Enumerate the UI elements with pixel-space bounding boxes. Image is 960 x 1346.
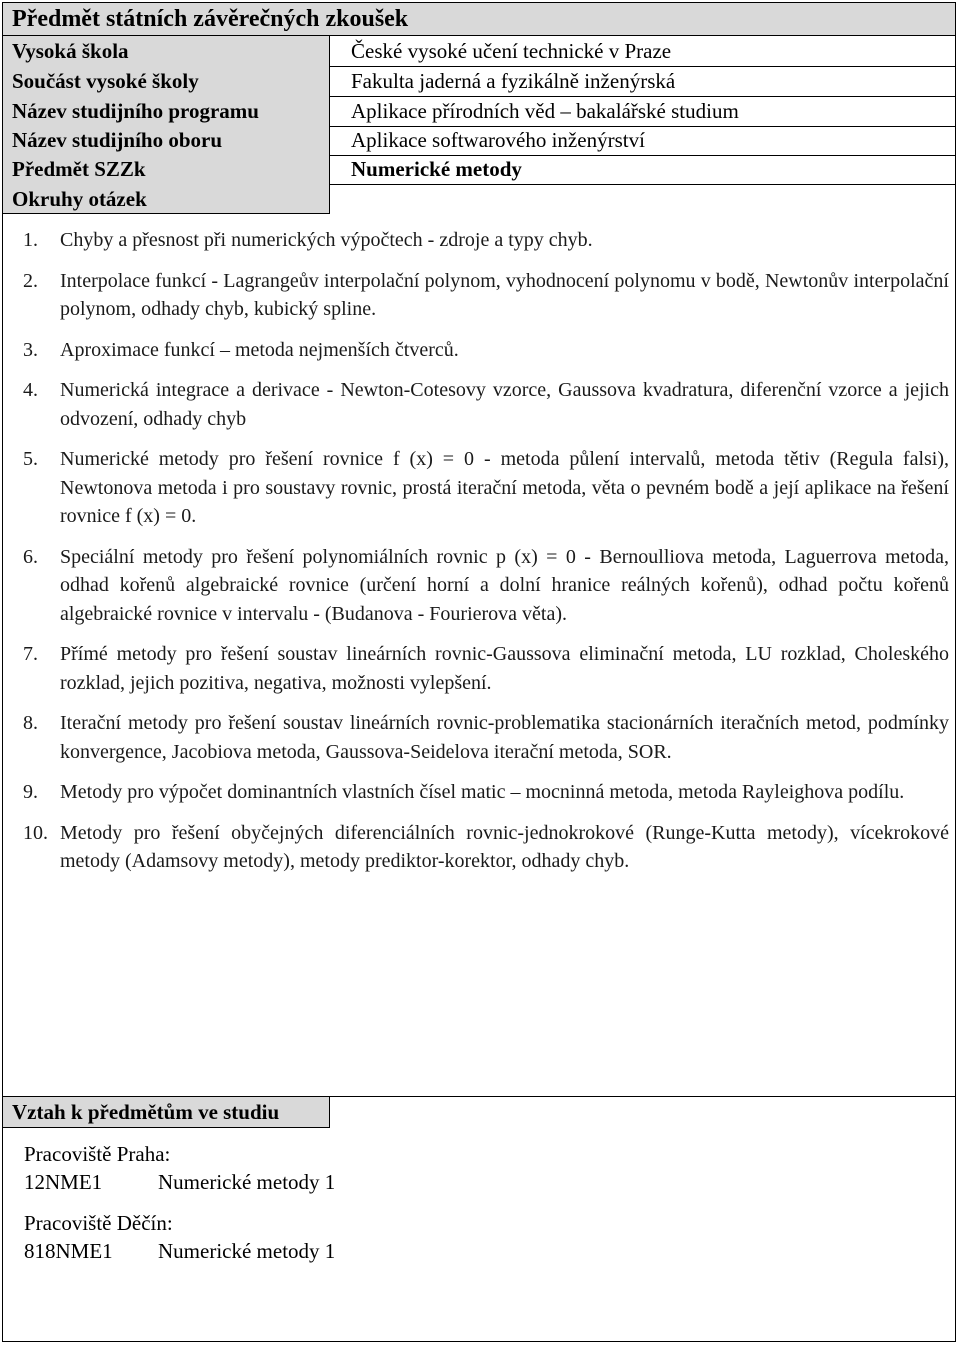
topic-text: Speciální metody pro řešení polynomiálních rovnic p (x) = 0 - Bernoulliova metoda, Laguerrova metoda, odhad kořenů algebraické rovnice (určení horní a dolní hranice reálných kořenů), odhad počtu kořenů algebraické rovnice v intervalu - (Budanova - Fourierova věta). [60, 545, 949, 625]
topics-heading: Okruhy otázek [3, 184, 330, 214]
list-item [23, 819, 949, 876]
info-value: České vysoké učení technické v Praze [351, 39, 672, 63]
topic-text: Aproximace funkcí – metoda nejmenších čtverců. [60, 338, 459, 361]
list-item [23, 445, 949, 531]
topic-number: 1. [23, 229, 38, 251]
topic-number: 9. [23, 781, 38, 803]
info-label: Vysoká škola [3, 36, 330, 66]
relation-heading: Vztah k předmětům ve studiu [3, 1096, 330, 1128]
info-value: Aplikace softwarového inženýrství [351, 128, 645, 152]
topic-text: Numerické metody pro řešení rovnice f (x) = 0 - metoda půlení intervalů, metoda tětiv (Regula falsi), Newtonova metoda i pro soustavy rovnic, prostá iterační metoda, věta o pevném bodě a její aplikace na řešení rovnice f (x) = 0. [60, 448, 949, 527]
topic-text: Metody pro řešení obyčejných diferenciálních rovnic-jednokrokové (Runge-Kutta metody), vícekrokové metody (Adamsovy metody), metody prediktor-korektor, odhady chyb. [60, 821, 949, 872]
topic-number: 8. [23, 712, 38, 734]
info-value: Aplikace přírodních věd – bakalářské studium [351, 99, 739, 123]
topic-text: Numerická integrace a derivace - Newton-Cotesovy vzorce, Gaussova kvadratura, diferenční vzorce a jejich odvození, odhady chyb [60, 379, 949, 430]
topic-text: Iterační metody pro řešení soustav lineárních rovnic-problematika stacionárních iteračních metod, podmínky konvergence, Jacobiova metoda, Gaussova-Seidelova iterační metoda, SOR. [60, 712, 949, 763]
info-row-program [3, 96, 955, 127]
topics-list [23, 226, 949, 888]
topic-number: 4. [23, 379, 38, 401]
course-row [24, 1168, 335, 1196]
list-item [23, 226, 949, 255]
topic-number: 3. [23, 338, 38, 361]
info-value: Fakulta jaderná a fyzikálně inženýrská [351, 69, 676, 93]
topic-text: Přímé metody pro řešení soustav lineárních rovnic-Gaussova eliminační metoda, LU rozklad, Choleského rozklad, jejich pozitiva, negativa, možnosti vylepšení. [60, 643, 949, 694]
info-label: Předmět SZZk [3, 154, 330, 184]
list-item [23, 543, 949, 629]
course-name: Numerické metody 1 [158, 1239, 336, 1263]
info-row-school [3, 36, 955, 67]
info-row-field [3, 125, 955, 156]
info-label: Součást vysoké školy [3, 66, 330, 96]
topic-text: Interpolace funkcí - Lagrangeův interpolační polynom, vyhodnocení polynomu v bodě, Newtonův interpolační polynom, odhady chyb, kubický spline. [60, 269, 949, 320]
info-label: Název studijního oboru [3, 125, 330, 155]
workplace-decin-label: Pracoviště Děčín: [24, 1211, 173, 1235]
info-value-subject: Numerické metody [351, 157, 522, 181]
list-item [23, 267, 949, 324]
topic-text: Metody pro výpočet dominantních vlastních čísel matic – mocninná metoda, metoda Rayleighova podílu. [60, 781, 905, 803]
course-name: Numerické metody 1 [158, 1170, 336, 1194]
list-item [23, 778, 949, 807]
course-code: 12NME1 [24, 1170, 103, 1194]
document-page [2, 2, 956, 1342]
info-row-subject [3, 154, 955, 185]
topic-number: 2. [23, 269, 38, 292]
list-item [23, 640, 949, 697]
topic-number: 7. [23, 643, 38, 665]
list-item [23, 336, 949, 365]
workplace-praha-label: Pracoviště Praha: [24, 1142, 171, 1166]
course-code: 818NME1 [24, 1239, 113, 1263]
info-row-faculty [3, 66, 955, 97]
list-item [23, 376, 949, 433]
topic-text: Chyby a přesnost při numerických výpočtech - zdroje a typy chyb. [60, 229, 593, 251]
topic-number: 5. [23, 448, 38, 470]
document-title: Předmět státních závěrečných zkoušek [3, 3, 955, 36]
info-label: Název studijního programu [3, 96, 330, 126]
topic-number: 6. [23, 545, 38, 568]
list-item [23, 709, 949, 766]
course-row [24, 1237, 335, 1265]
topic-number: 10. [23, 821, 48, 844]
